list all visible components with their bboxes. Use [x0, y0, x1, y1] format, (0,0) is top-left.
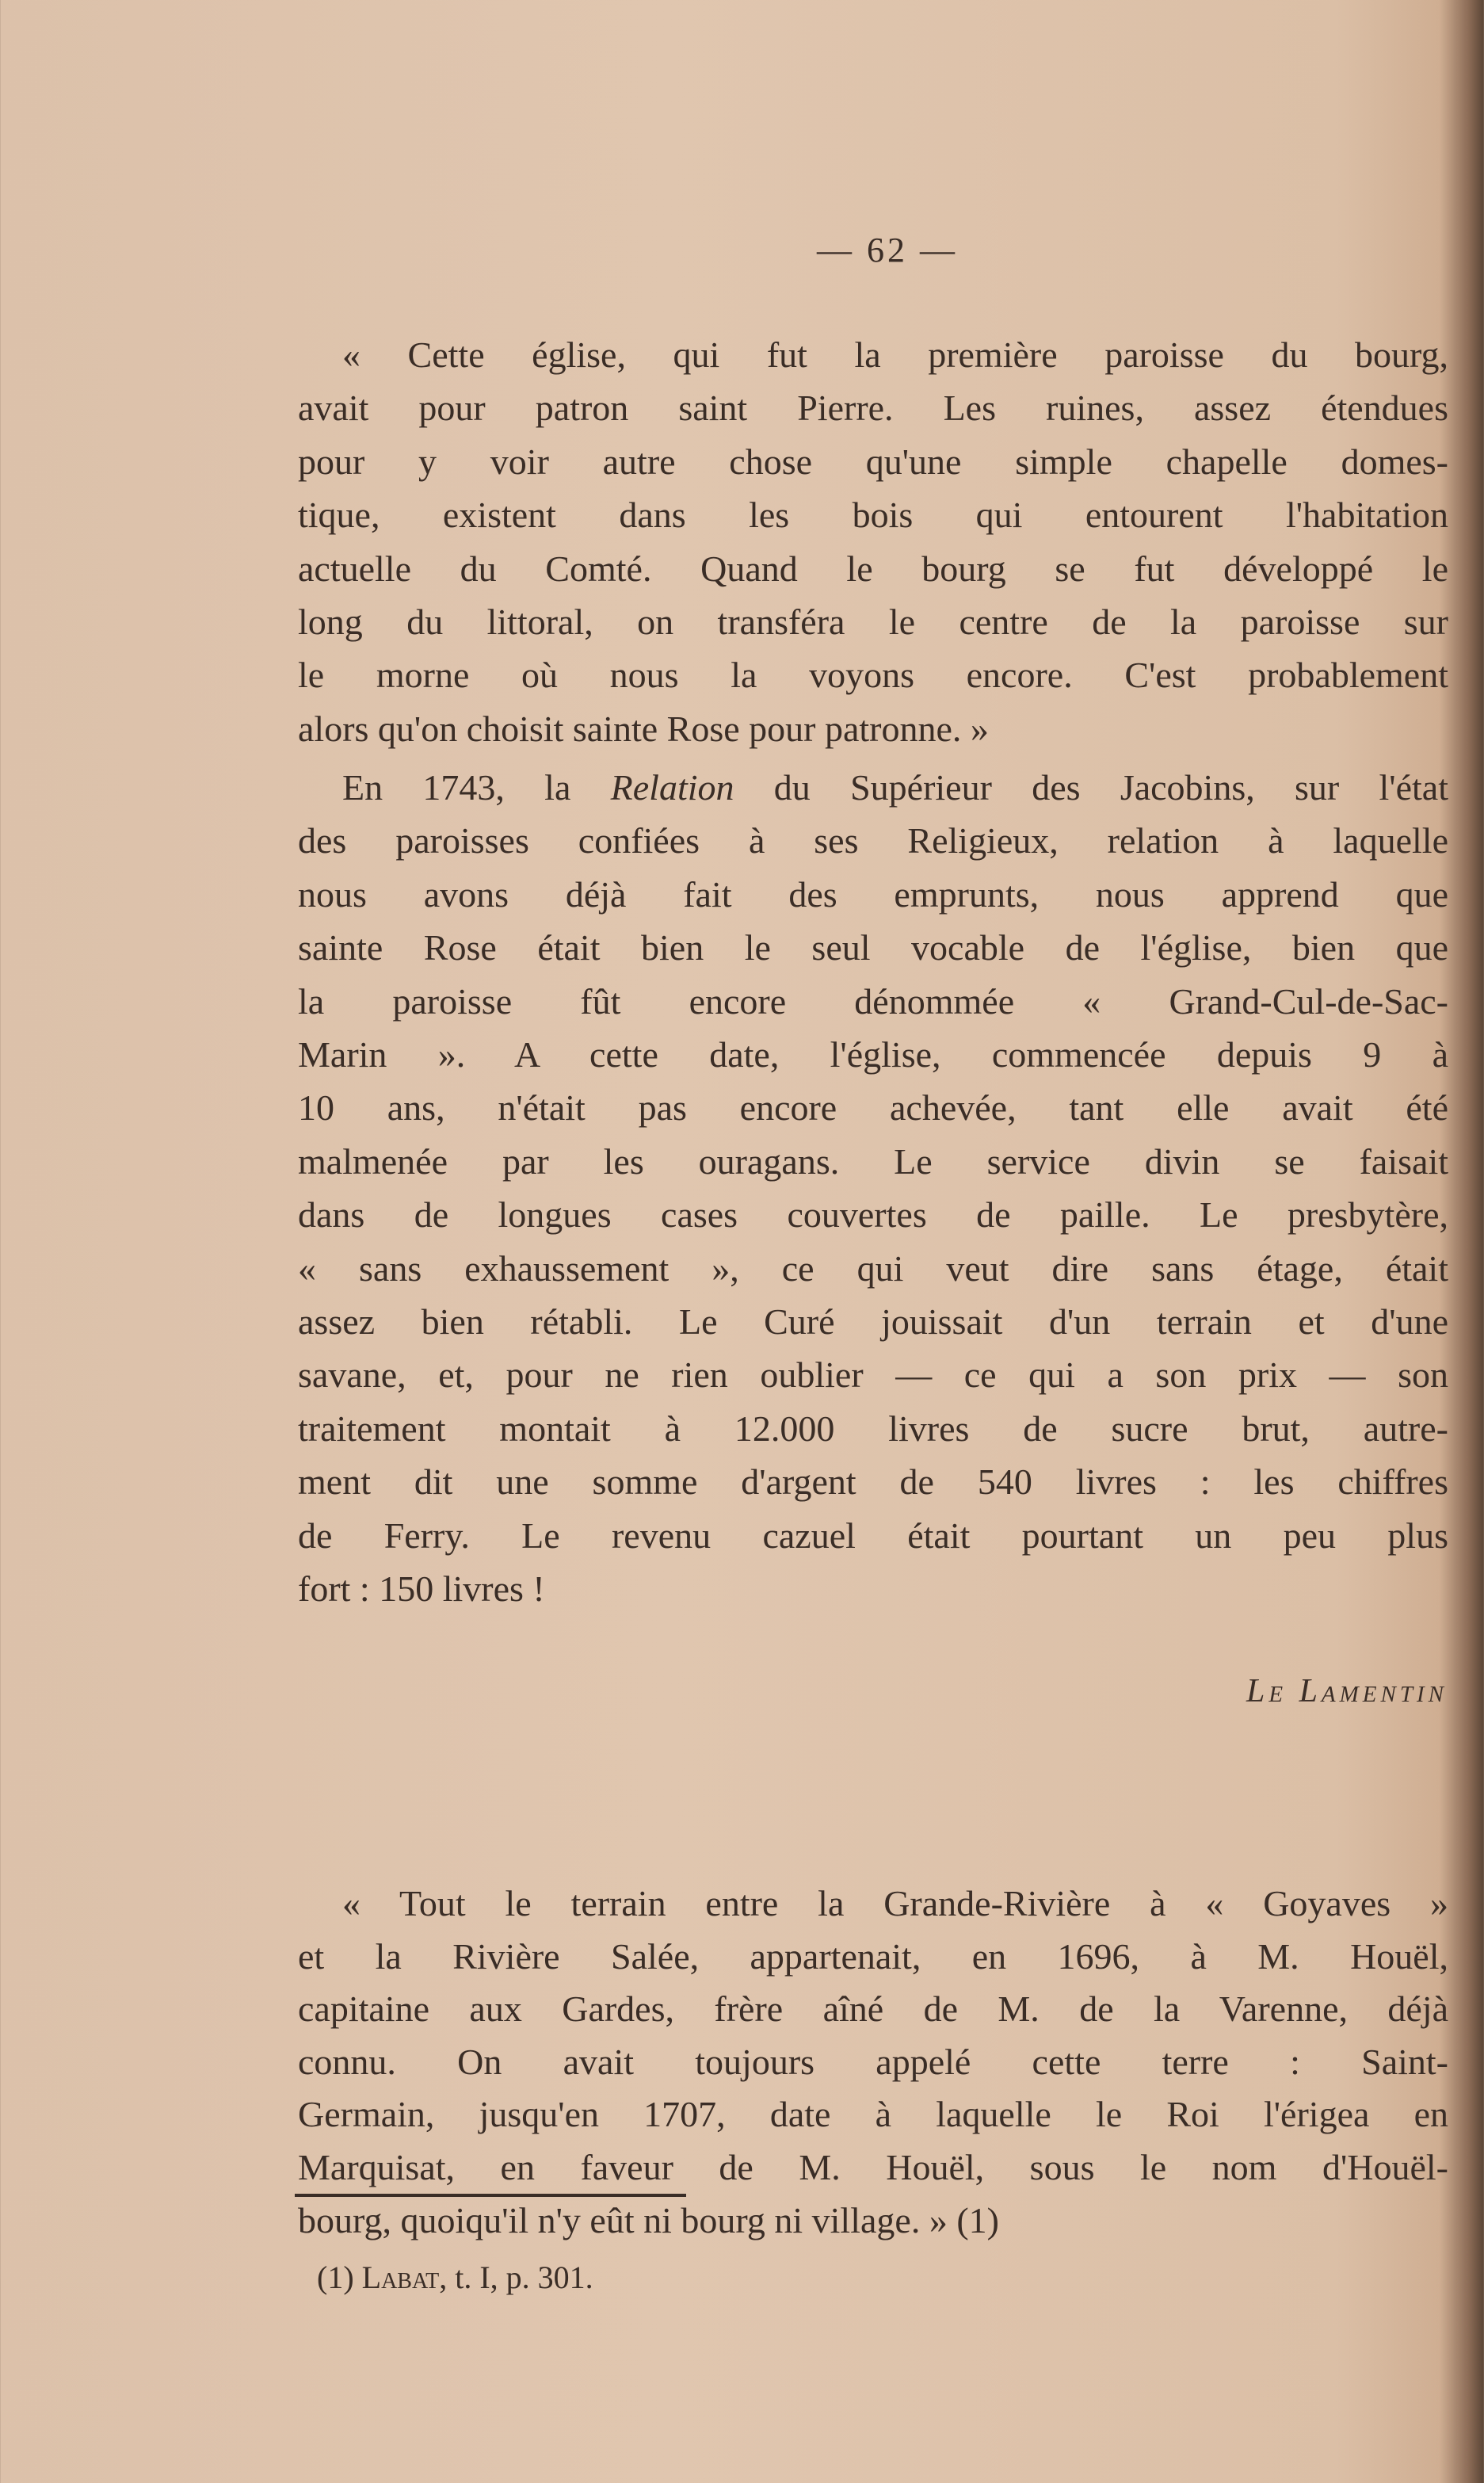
first-line-prefix: En 1743, la [342, 767, 611, 808]
text-line: assez bien rétabli. Le Curé jouissait d'un terrain et d'une [298, 1301, 1448, 1342]
text-line: sainte Rose était bien le seul vocable de l'église, bien que [298, 927, 1448, 968]
footnote [317, 2259, 593, 2296]
text-line: et la Rivière Salée, appartenait, en 1696, à M. Houël, [298, 1935, 1448, 1977]
section-heading: Le Lamentin [1246, 1673, 1448, 1709]
text-line: long du littoral, on transféra le centre de la paroisse sur [298, 602, 1448, 642]
text-line: alors qu'on choisit sainte Rose pour patronne. » [298, 708, 989, 749]
text-line: « Tout le terrain entre la Grande-Rivière à « Goyaves » [342, 1883, 1448, 1923]
footnote-rule [295, 2194, 686, 2197]
text-line: avait pour patron saint Pierre. Les ruines, assez étendues [298, 388, 1448, 429]
first-line-suffix: du Supérieur des Jacobins, sur l'état [734, 767, 1448, 808]
footnote-rest: , t. I, p. 301. [439, 2260, 593, 2295]
text-line: « Cette église, qui fut la première paroisse du bourg, [342, 334, 1448, 375]
text-line: nous avons déjà fait des emprunts, nous apprend que [298, 873, 1448, 915]
text-line: Marin ». A cette date, l'église, commencée depuis 9 à [298, 1034, 1448, 1075]
text-line [342, 761, 1448, 815]
text-line: malmenée par les ouragans. Le service divin se faisait [298, 1140, 1448, 1182]
text-line: tique, existent dans les bois qui entourent l'habitation [298, 495, 1448, 536]
text-line: la paroisse fût encore dénommée « Grand-Cul-de-Sac- [298, 980, 1448, 1022]
text-line: 10 ans, n'était pas encore achevée, tant elle avait été [298, 1087, 1448, 1129]
text-line: de Ferry. Le revenu cazuel était pourtant un peu plus [298, 1515, 1448, 1556]
text-line: connu. On avait toujours appelé cette terre : Saint- [298, 2041, 1448, 2082]
footnote-author: Labat [361, 2260, 440, 2295]
text-line: ment dit une somme d'argent de 540 livres : les chiffres [298, 1461, 1448, 1503]
text-line: le morne où nous la voyons encore. C'est probablement [298, 655, 1448, 696]
text-line: savane, et, pour ne rien oublier — ce qui a son prix — son [298, 1354, 1448, 1396]
text-line: Germain, jusqu'en 1707, date à laquelle le Roi l'érigea en [298, 2094, 1448, 2135]
text-line: fort : 150 livres ! [298, 1568, 545, 1609]
text-line: traitement montait à 12.000 livres de sucre brut, autre- [298, 1408, 1448, 1449]
text-line: Marquisat, en faveur de M. Houël, sous le nom d'Houël- [298, 2147, 1448, 2187]
text-line: actuelle du Comté. Quand le bourg se fut développé le [298, 548, 1448, 589]
text-line: pour y voir autre chose qu'une simple chapelle domes- [298, 441, 1448, 482]
first-line-italic: Relation [610, 767, 734, 808]
text-line: capitaine aux Gardes, frère aîné de M. de la Varenne, déjà [298, 1988, 1448, 2030]
text-line: bourg, quoiqu'il n'y eût ni bourg ni village. » (1) [298, 2199, 999, 2240]
page-number: — 62 — [817, 231, 958, 269]
footnote-marker: (1) [317, 2260, 362, 2295]
text-line: « sans exhaussement », ce qui veut dire sans étage, était [298, 1247, 1448, 1289]
text-line: dans de longues cases couvertes de paille. Le presbytère, [298, 1194, 1448, 1236]
text-line: des paroisses confiées à ses Religieux, relation à laquelle [298, 820, 1448, 861]
